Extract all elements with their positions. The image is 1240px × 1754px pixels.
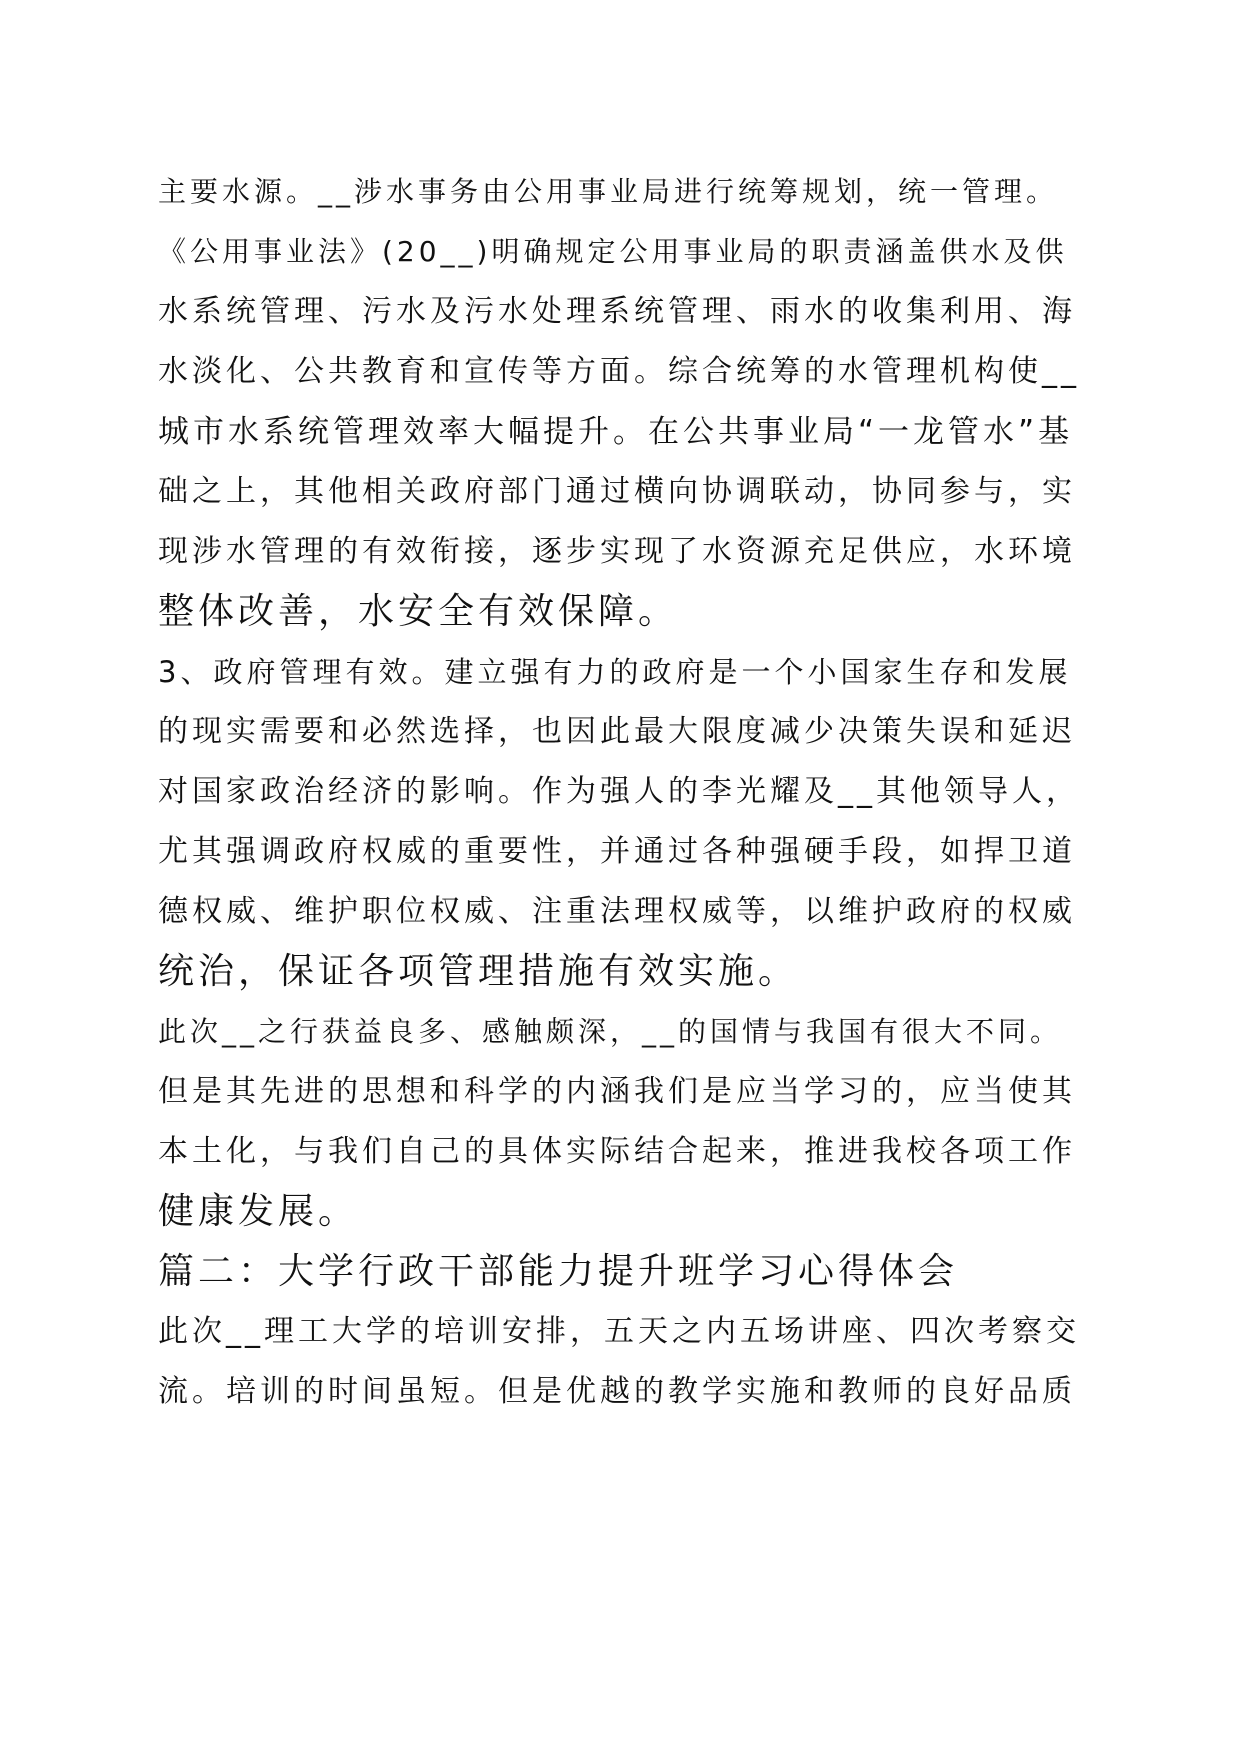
text-line: 《公用事业法》(20__)明确规定公用事业局的职责涵盖供水及供 (158, 235, 1068, 268)
text-line: 现涉水管理的有效衔接，逐步实现了水资源充足供应，水环境 (158, 534, 1076, 569)
text-line: 健康发展。 (158, 1191, 359, 1232)
text-line: 此次__理工大学的培训安排，五天之内五场讲座、四次考察交 (158, 1314, 1080, 1349)
text-line: 城市水系统管理效率大幅提升。在公共事业局“一龙管水”基 (158, 414, 1074, 450)
text-line: 水系统管理、污水及污水处理系统管理、雨水的收集利用、海 (158, 294, 1076, 329)
text-line: 德权威、维护职位权威、注重法理权威等，以维护政府的权威 (158, 894, 1076, 929)
text-line: 础之上，其他相关政府部门通过横向协调联动，协同参与，实 (158, 474, 1076, 509)
text-line: 此次__之行获益良多、感触颇深，__的国情与我国有很大不同。 (158, 1015, 1063, 1048)
text-line: 水淡化、公共教育和宣传等方面。综合统筹的水管理机构使__ (158, 354, 1080, 389)
text-line: 主要水源。__涉水事务由公用事业局进行统筹规划，统一管理。 (158, 175, 1059, 208)
text-line: 本土化，与我们自己的具体实际结合起来，推进我校各项工作 (158, 1134, 1076, 1169)
article-title: 篇二：大学行政干部能力提升班学习心得体会 (158, 1251, 959, 1292)
section-heading: 3、政府管理有效。建立强有力的政府是一个小国家生存和发展 (158, 655, 1072, 689)
text-line: 但是其先进的思想和科学的内涵我们是应当学习的，应当使其 (158, 1074, 1076, 1109)
text-line: 尤其强调政府权威的重要性，并通过各种强硬手段，如捍卫道 (158, 834, 1076, 869)
text-line: 对国家政治经济的影响。作为强人的李光耀及__其他领导人， (158, 774, 1080, 809)
text-line: 流。培训的时间虽短。但是优越的教学实施和教师的良好品质 (158, 1374, 1076, 1409)
text-line: 统治，保证各项管理措施有效实施。 (158, 951, 799, 992)
text-line: 的现实需要和必然选择，也因此最大限度减少决策失误和延迟 (158, 714, 1076, 749)
text-line: 整体改善，水安全有效保障。 (158, 591, 679, 632)
